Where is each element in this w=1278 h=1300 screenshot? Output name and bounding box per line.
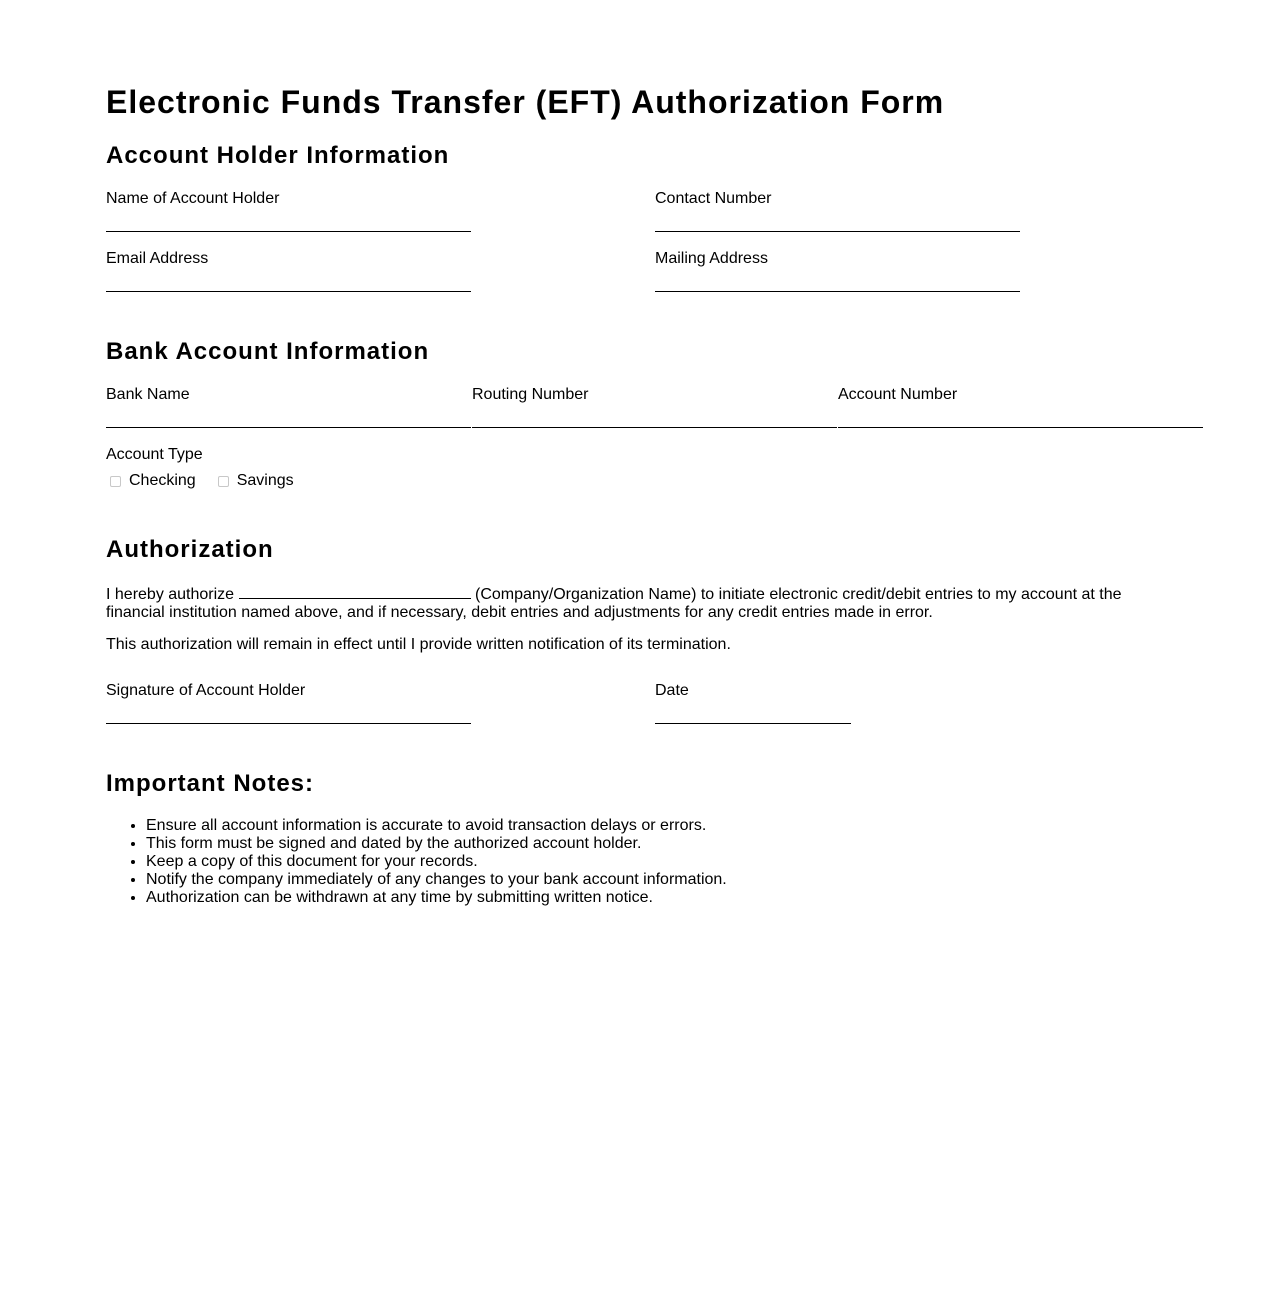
- contact-field[interactable]: [655, 209, 1020, 232]
- account-number-label: Account Number: [838, 386, 958, 403]
- list-item: • This form must be signed and dated by the authorized account holder.: [146, 835, 727, 853]
- list-item: • Keep a copy of this document for your records.: [146, 853, 727, 871]
- list-item: • Authorization can be withdrawn at any time by submitting written notice.: [146, 889, 727, 907]
- savings-label: Savings: [236, 472, 294, 489]
- name-field[interactable]: [106, 209, 471, 232]
- account-type-options: [106, 471, 312, 491]
- checking-label: Checking: [129, 472, 196, 489]
- authorize-text-end: (Company/Organization Name) to initiate electronic credit/debit entries to my account at the financial institution named above, and if necessary, debit entries and adjustments for any credit entries made in error.: [106, 586, 1122, 621]
- account-type-label: Account Type: [106, 446, 203, 463]
- bank-name-field[interactable]: [106, 405, 471, 428]
- bank-name-label: Bank Name: [106, 386, 190, 403]
- routing-field[interactable]: [472, 405, 837, 428]
- date-field[interactable]: [655, 701, 851, 724]
- mailing-label: Mailing Address: [655, 250, 768, 267]
- authorization-paragraph: [106, 584, 1136, 622]
- mailing-field[interactable]: [655, 269, 1020, 292]
- email-field[interactable]: [106, 269, 471, 292]
- list-item: • Ensure all account information is accurate to avoid transaction delays or errors.: [146, 817, 727, 835]
- page-title: Electronic Funds Transfer (EFT) Authorization Form: [106, 84, 945, 120]
- routing-label: Routing Number: [472, 386, 589, 403]
- authorization-heading: Authorization: [106, 536, 274, 563]
- list-item: • Notify the company immediately of any changes to your bank account information.: [146, 871, 727, 889]
- authorize-text-start: I hereby authorize: [106, 586, 235, 603]
- notes-heading: Important Notes:: [106, 770, 314, 797]
- contact-label: Contact Number: [655, 190, 772, 207]
- account-number-field[interactable]: [838, 405, 1203, 428]
- authorization-duration-text: This authorization will remain in effect until I provide written notification of its termination.: [106, 636, 731, 653]
- account-holder-heading: Account Holder Information: [106, 142, 450, 169]
- signature-field[interactable]: [106, 701, 471, 724]
- name-label: Name of Account Holder: [106, 190, 280, 207]
- checking-checkbox[interactable]: [110, 476, 121, 487]
- savings-checkbox[interactable]: [218, 476, 229, 487]
- notes-list: [106, 817, 727, 907]
- company-name-blank[interactable]: [239, 584, 471, 599]
- bank-heading: Bank Account Information: [106, 338, 430, 365]
- signature-label: Signature of Account Holder: [106, 682, 306, 699]
- email-label: Email Address: [106, 250, 209, 267]
- date-label: Date: [655, 682, 689, 699]
